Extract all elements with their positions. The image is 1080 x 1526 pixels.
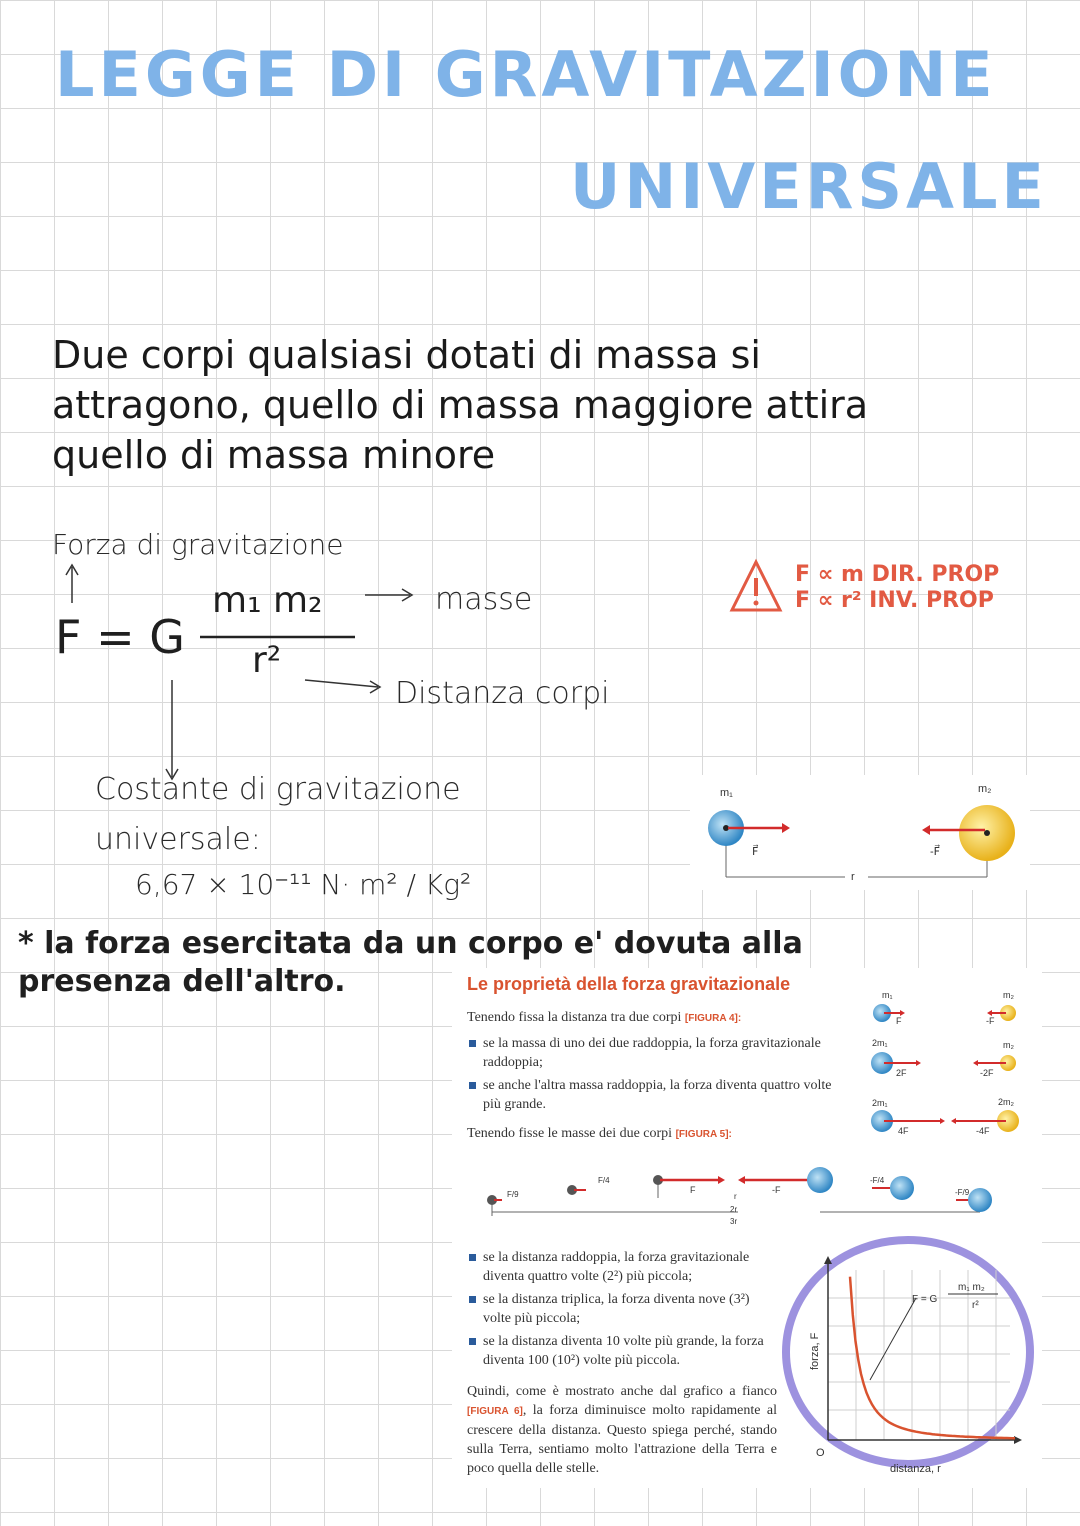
textbook-text-top [467,975,842,1144]
fig4-row2-lf: 2F [896,1068,907,1078]
fig5-mf4: -F/4 [870,1176,885,1185]
fig5-f9: F/9 [507,1190,519,1199]
fig5-mf9: -F/9 [955,1188,970,1197]
origin-label: O [816,1447,825,1459]
textbook-intro-2: Tenendo fisse le masse dei due corpi [FIGURA 5]: [467,1126,732,1141]
chart-formula-lhs: F = G [912,1294,938,1305]
chart-formula-num: m₁ m₂ [958,1282,985,1293]
fig5-r: r [734,1192,737,1201]
fig4-row1-left: m₁ [882,990,893,1000]
minus-f-label: -F⃗ [930,846,940,858]
list-item: se la distanza raddoppia, la forza gravitazionale diventa quattro volte (2²) più piccola; [467,1248,777,1286]
figure-4-diagram [860,985,1030,1145]
fig5-mf: -F [772,1185,781,1195]
chart-formula-den: r² [972,1300,979,1311]
definition-line-1: Due corpi qualsiasi dotati di massa si [52,333,761,377]
textbook-intro-1: Tenendo fissa la distanza tra due corpi [FIGURA 4]: [467,1010,742,1025]
masses-note: masse [435,582,533,617]
m1-label: m₁ [720,787,733,799]
distance-bullets [467,1248,777,1370]
figure-6-tag: [FIGURA 6] [467,1406,523,1417]
fig4-row2-right: m₂ [1003,1040,1014,1050]
fig4-row1-right: m₂ [1003,990,1014,1000]
fig4-row1-lf: F [896,1016,902,1026]
list-item: se anche l'altra massa raddoppia, la forza diventa quattro volte più grande. [467,1076,842,1114]
textbook-conclusion: Quindi, come è mostrato anche dal grafico a fianco [FIGURA 6], la forza diminuisce molto rapidamente al crescere della distanza. Questo spiega perché, stando sulla Terra, sentiamo molto l'attrazione della Terra e poco quella delle stelle. [467,1384,777,1476]
warning-text [795,562,999,614]
f-label: F⃗ [752,846,759,858]
fig4-row1-rf: -F [986,1016,995,1026]
textbook-heading: Le proprietà della forza gravitazionale [467,974,791,994]
fig5-2r: 2r [730,1205,738,1214]
force-note-line-1: * la forza esercitata da un corpo e' dovuta alla [18,926,803,961]
fig5-f4: F/4 [598,1176,610,1185]
list-item: se la distanza diventa 10 volte più grande, la forza diventa 100 (10²) volte più piccola. [467,1332,777,1370]
list-item: se la distanza triplica, la forza diventa nove (3²) volte più piccola; [467,1290,777,1328]
y-axis-label: forza, F [809,1332,821,1370]
force-label: Forza di gravitazione [52,528,344,561]
page-title: LEGGE DI GRAVITAZIONE [55,38,997,111]
formula-pointer [870,1298,916,1380]
x-axis-label: distanza, r [890,1463,941,1475]
page-subtitle: UNIVERSALE [570,150,1048,223]
fig4-row2-left: 2m₁ [872,1038,888,1048]
definition-line-3: quello di massa minore [52,433,496,477]
fig4-row2-rf: -2F [980,1068,994,1078]
fig4-row3-left: 2m₁ [872,1098,888,1108]
figure-5-tag: [FIGURA 5]: [675,1129,732,1140]
constant-value: 6,67 × 10⁻¹¹ N· m² / Kg² [135,868,472,901]
distance-note: Distanza corpi [395,676,610,711]
definition-line-2: attragono, quello di massa maggiore attira [52,383,869,427]
warning-line-1: F ∝ m DIR. PROP [795,562,1000,587]
fig5-3r: 3r [730,1217,738,1226]
warning-icon [728,558,784,614]
formula-lhs: F = G [55,610,185,664]
formula-denominator: r² [252,640,282,681]
constant-label-1: Costante di gravitazione [95,772,461,807]
figure-5-diagram [480,1160,1010,1230]
mass-bullets [467,1034,842,1114]
textbook-text-bottom [467,1248,777,1478]
constant-label-2: universale: [95,822,261,857]
fig4-row3-rf: -4F [976,1126,990,1136]
fig4-row3-right: 2m₂ [998,1097,1014,1107]
definition-text [52,330,1042,480]
list-item: se la massa di uno dei due raddoppia, la forza gravitazionale raddoppia; [467,1034,842,1072]
m2-label: m₂ [978,783,992,795]
fig5-f: F [690,1185,696,1195]
figure-4-tag: [FIGURA 4]: [684,1013,742,1024]
two-bodies-figure [690,775,1030,890]
force-distance-chart [780,1230,1040,1480]
r-label: r [851,871,855,883]
warning-line-2: F ∝ r² INV. PROP [795,588,994,613]
force-note-line-2: presenza dell'altro. [18,964,346,999]
formula-numerator: m₁ m₂ [212,580,323,621]
fig4-row3-lf: 4F [898,1126,909,1136]
